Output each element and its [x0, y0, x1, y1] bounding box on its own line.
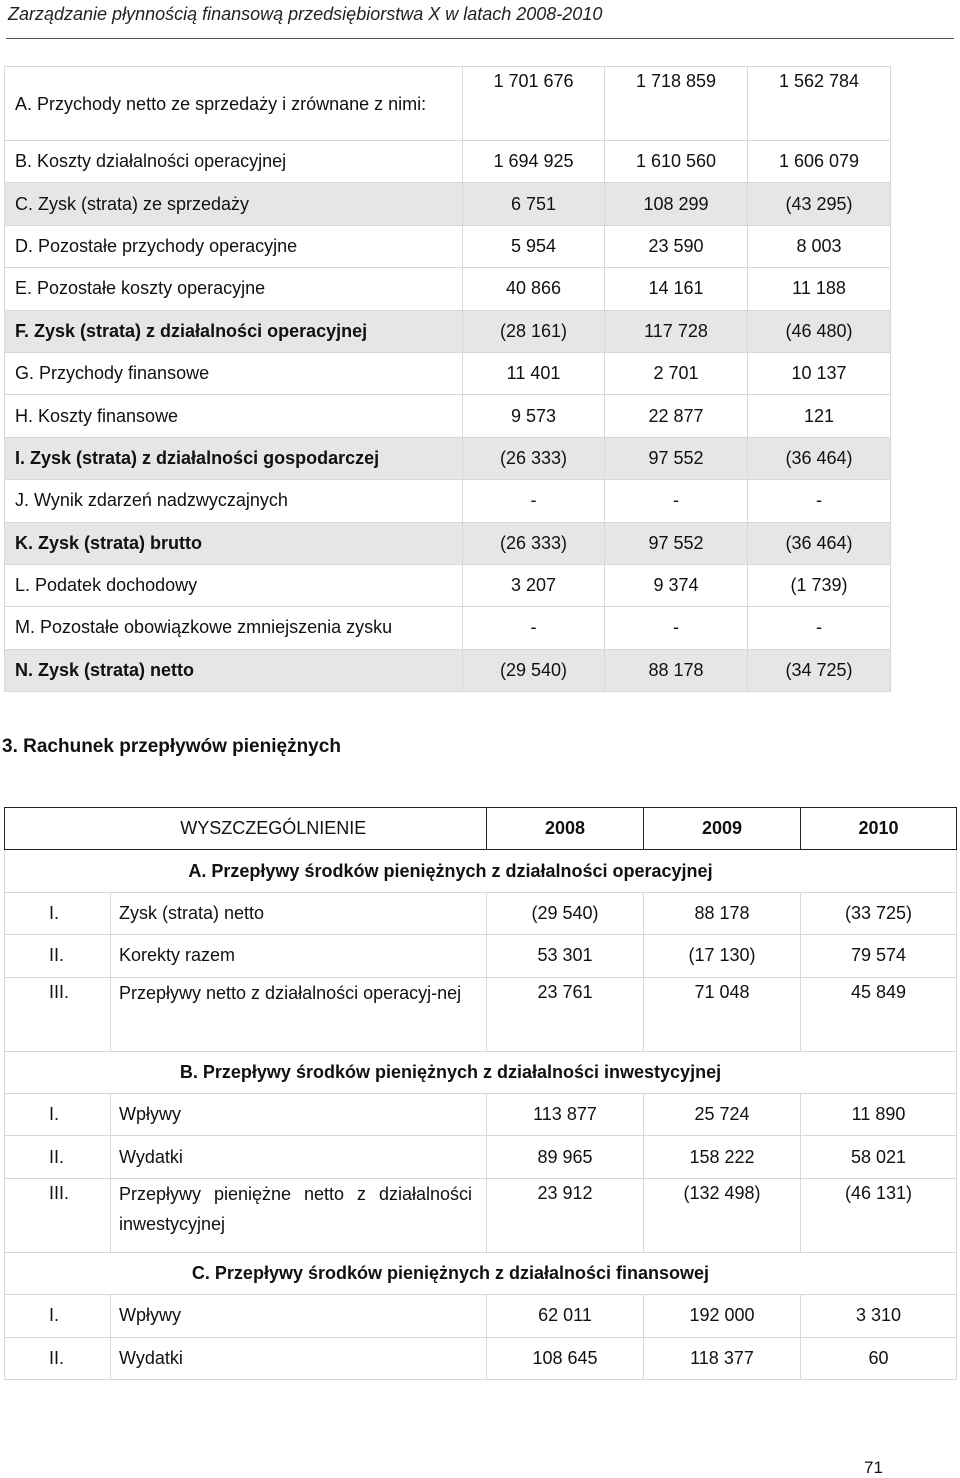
value-2009: -: [605, 607, 748, 649]
value-2010: 10 137: [748, 352, 891, 394]
value-2010: -: [748, 607, 891, 649]
value-2008: 1 701 676: [463, 67, 605, 141]
row-description: Przepływy pieniężne netto z działalności inwestycyjnej: [111, 1178, 487, 1252]
value-2008: -: [463, 607, 605, 649]
table-row: [5, 522, 891, 564]
table-row: [5, 395, 891, 437]
group-title-row: [5, 850, 957, 892]
value-2010: (33 725): [801, 892, 957, 934]
value-2010: (36 464): [748, 437, 891, 479]
running-title: Zarządzanie płynnością finansową przedsiębiorstwa X w latach 2008-2010: [8, 4, 603, 24]
value-2010: 58 021: [801, 1136, 957, 1178]
header-divider: [6, 38, 954, 39]
value-2010: (34 725): [748, 649, 891, 691]
value-2008: (28 161): [463, 310, 605, 352]
table-row: [5, 1136, 957, 1178]
value-2010: (46 131): [801, 1178, 957, 1252]
page-number: 71: [864, 1458, 883, 1477]
value-2009: 118 377: [644, 1337, 801, 1379]
value-2010: 1 606 079: [748, 141, 891, 183]
row-description: Korekty razem: [111, 935, 487, 977]
row-number: III.: [5, 977, 111, 1051]
value-2009: (132 498): [644, 1178, 801, 1252]
value-2009: 22 877: [605, 395, 748, 437]
value-2009: 25 724: [644, 1093, 801, 1135]
row-description: Wydatki: [111, 1136, 487, 1178]
column-header-2008: 2008: [487, 808, 644, 850]
value-2008: 23 761: [487, 977, 644, 1051]
value-2009: -: [605, 480, 748, 522]
row-label: H. Koszty finansowe: [5, 395, 463, 437]
table-row: [5, 649, 891, 691]
group-title-investing: B. Przepływy środków pieniężnych z działalności inwestycyjnej: [5, 1051, 957, 1093]
row-label: D. Pozostałe przychody operacyjne: [5, 225, 463, 267]
table-row: [5, 607, 891, 649]
page-header: [6, 0, 954, 42]
table-row: [5, 1337, 957, 1379]
row-label: G. Przychody finansowe: [5, 352, 463, 394]
value-2009: 88 178: [605, 649, 748, 691]
value-2010: 8 003: [748, 225, 891, 267]
value-2008: 62 011: [487, 1295, 644, 1337]
table-row: [5, 564, 891, 606]
value-2009: (17 130): [644, 935, 801, 977]
value-2008: (29 540): [487, 892, 644, 934]
table-row: [5, 1295, 957, 1337]
value-2009: 71 048: [644, 977, 801, 1051]
group-title-row: [5, 1051, 957, 1093]
table-row: [5, 310, 891, 352]
value-2010: 1 562 784: [748, 67, 891, 141]
table-header-row: [5, 808, 957, 850]
value-2008: 53 301: [487, 935, 644, 977]
group-title-financing: C. Przepływy środków pieniężnych z działalności finansowej: [5, 1252, 957, 1294]
value-2008: 5 954: [463, 225, 605, 267]
row-label: F. Zysk (strata) z działalności operacyjnej: [5, 310, 463, 352]
row-label: J. Wynik zdarzeń nadzwyczajnych: [5, 480, 463, 522]
value-2010: -: [748, 480, 891, 522]
group-title-operating: A. Przepływy środków pieniężnych z działalności operacyjnej: [5, 850, 957, 892]
row-number: I.: [5, 1093, 111, 1135]
table-row: [5, 183, 891, 225]
value-2009: 1 610 560: [605, 141, 748, 183]
value-2010: 3 310: [801, 1295, 957, 1337]
value-2009: 1 718 859: [605, 67, 748, 141]
row-label: A. Przychody netto ze sprzedaży i zrównane z nimi:: [5, 67, 463, 141]
row-label: E. Pozostałe koszty operacyjne: [5, 268, 463, 310]
row-description: Zysk (strata) netto: [111, 892, 487, 934]
value-2009: 97 552: [605, 522, 748, 564]
value-2009: 97 552: [605, 437, 748, 479]
value-2008: 89 965: [487, 1136, 644, 1178]
row-number: III.: [5, 1178, 111, 1252]
value-2010: 60: [801, 1337, 957, 1379]
row-label: N. Zysk (strata) netto: [5, 649, 463, 691]
table-row: [5, 141, 891, 183]
row-number: I.: [5, 1295, 111, 1337]
value-2008: 40 866: [463, 268, 605, 310]
table-row: [5, 935, 957, 977]
value-2010: 121: [748, 395, 891, 437]
row-label: K. Zysk (strata) brutto: [5, 522, 463, 564]
column-header-label: WYSZCZEGÓLNIENIE: [111, 808, 487, 850]
row-label: I. Zysk (strata) z działalności gospodarczej: [5, 437, 463, 479]
value-2008: 3 207: [463, 564, 605, 606]
value-2009: 117 728: [605, 310, 748, 352]
table-row: [5, 480, 891, 522]
value-2010: (46 480): [748, 310, 891, 352]
value-2010: (1 739): [748, 564, 891, 606]
table-row: [5, 268, 891, 310]
row-description: Wydatki: [111, 1337, 487, 1379]
value-2009: 9 374: [605, 564, 748, 606]
value-2008: (26 333): [463, 522, 605, 564]
table-row: [5, 977, 957, 1051]
value-2008: -: [463, 480, 605, 522]
value-2008: (26 333): [463, 437, 605, 479]
value-2008: 6 751: [463, 183, 605, 225]
table-row: [5, 437, 891, 479]
group-title-row: [5, 1252, 957, 1294]
column-header-2010: 2010: [801, 808, 957, 850]
value-2010: 11 188: [748, 268, 891, 310]
row-number: I.: [5, 892, 111, 934]
row-label: C. Zysk (strata) ze sprzedaży: [5, 183, 463, 225]
section-heading: 3. Rachunek przepływów pieniężnych: [2, 736, 341, 757]
value-2008: (29 540): [463, 649, 605, 691]
table-row: [5, 352, 891, 394]
income-statement-table: [4, 66, 891, 692]
row-label: L. Podatek dochodowy: [5, 564, 463, 606]
value-2009: 88 178: [644, 892, 801, 934]
value-2008: 11 401: [463, 352, 605, 394]
row-label: B. Koszty działalności operacyjnej: [5, 141, 463, 183]
row-number: II.: [5, 1337, 111, 1379]
cash-flow-table: [4, 807, 957, 1380]
value-2010: 45 849: [801, 977, 957, 1051]
row-label: M. Pozostałe obowiązkowe zmniejszenia zysku: [5, 607, 463, 649]
table-row: [5, 225, 891, 267]
value-2010: 11 890: [801, 1093, 957, 1135]
value-2009: 2 701: [605, 352, 748, 394]
row-number: II.: [5, 1136, 111, 1178]
value-2009: 14 161: [605, 268, 748, 310]
row-description: Wpływy: [111, 1295, 487, 1337]
row-description: Wpływy: [111, 1093, 487, 1135]
table-row: [5, 67, 891, 141]
value-2009: 108 299: [605, 183, 748, 225]
value-2009: 192 000: [644, 1295, 801, 1337]
column-header-2009: 2009: [644, 808, 801, 850]
value-2008: 9 573: [463, 395, 605, 437]
value-2008: 23 912: [487, 1178, 644, 1252]
value-2010: (36 464): [748, 522, 891, 564]
value-2008: 1 694 925: [463, 141, 605, 183]
table-row: [5, 1178, 957, 1252]
row-number: II.: [5, 935, 111, 977]
header-blank-cell: [5, 808, 111, 850]
value-2008: 108 645: [487, 1337, 644, 1379]
value-2009: 23 590: [605, 225, 748, 267]
value-2009: 158 222: [644, 1136, 801, 1178]
row-description: Przepływy netto z działalności operacyj-nej: [111, 977, 487, 1051]
table-row: [5, 892, 957, 934]
value-2010: 79 574: [801, 935, 957, 977]
value-2008: 113 877: [487, 1093, 644, 1135]
table-row: [5, 1093, 957, 1135]
value-2010: (43 295): [748, 183, 891, 225]
